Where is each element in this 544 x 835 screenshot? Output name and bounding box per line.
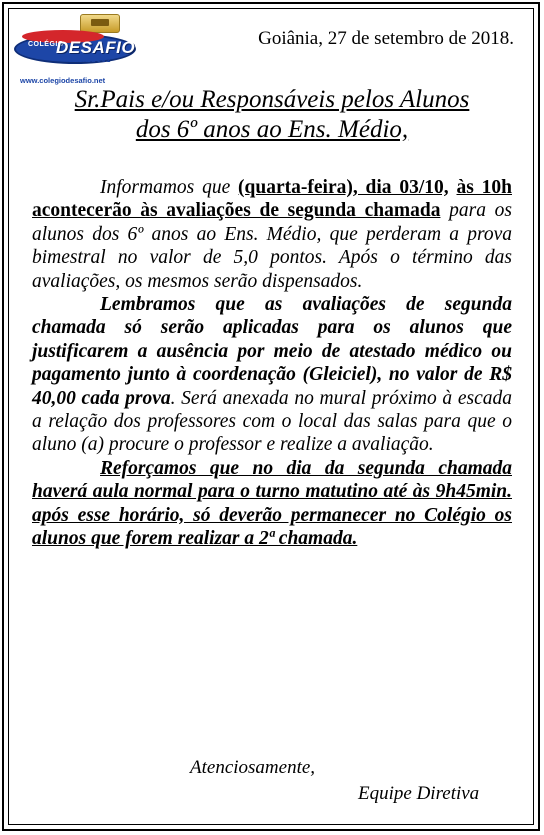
letter-body [32, 176, 512, 551]
logo-big-text: DESAFIO [56, 38, 136, 57]
p1-intro: Informamos que [100, 177, 239, 198]
logo-url: www.colegiodesafio.net [20, 76, 106, 85]
p2-bold: Lembramos que as avaliações de segunda chamada só serão aplicadas para os alunos que justificarem a ausência por meio de atestado médico ou pagamento junto à coordenação (Gleiciel), no valor de R$ 40,00 cada prova [32, 294, 512, 409]
p2-rest: . Será anexada no mural próximo à escada a relação dos professores com o local das salas para que o aluno (a) procure o professor e realize a avaliação. [32, 387, 512, 456]
p1-rest: para os alunos dos 6º anos ao Ens. Médio, que perderam a prova bimestral no valor de 5,0 pontos. Após o término das avaliações, os mesmos serão dispensados. [32, 200, 512, 292]
title-line-1: Sr.Pais e/ou Responsáveis pelos Alunos [74, 86, 470, 113]
closing-signature: Equipe Diretiva [358, 783, 480, 804]
logo-unit-text: UNIDADE 1 e 2 [68, 58, 111, 64]
title-line-2: dos 6º anos ao Ens. Médio, [135, 116, 409, 143]
school-logo [12, 12, 142, 88]
p1-bold-event: às 10h acontecerão às avaliações de segunda chamada [32, 177, 512, 222]
date-line: Goiânia, 27 de setembro de 2018. [258, 28, 514, 49]
paragraph-2 [32, 293, 512, 457]
paragraph-1 [32, 176, 512, 293]
paragraph-3 [32, 457, 512, 551]
closing-regards: Atenciosamente, [190, 757, 316, 778]
p1-bold-date: (quarta-feira), dia 03/10, [238, 177, 449, 198]
letter-title [0, 85, 544, 145]
p3-text: Reforçamos que no dia da segunda chamada haverá aula normal para o turno matutino até às 9h45min. após esse horário, só deverão permanecer no Colégio os alunos que forem realizar a 2ª chamada. [32, 457, 512, 550]
logo-small-text: COLÉGIO [28, 41, 64, 48]
